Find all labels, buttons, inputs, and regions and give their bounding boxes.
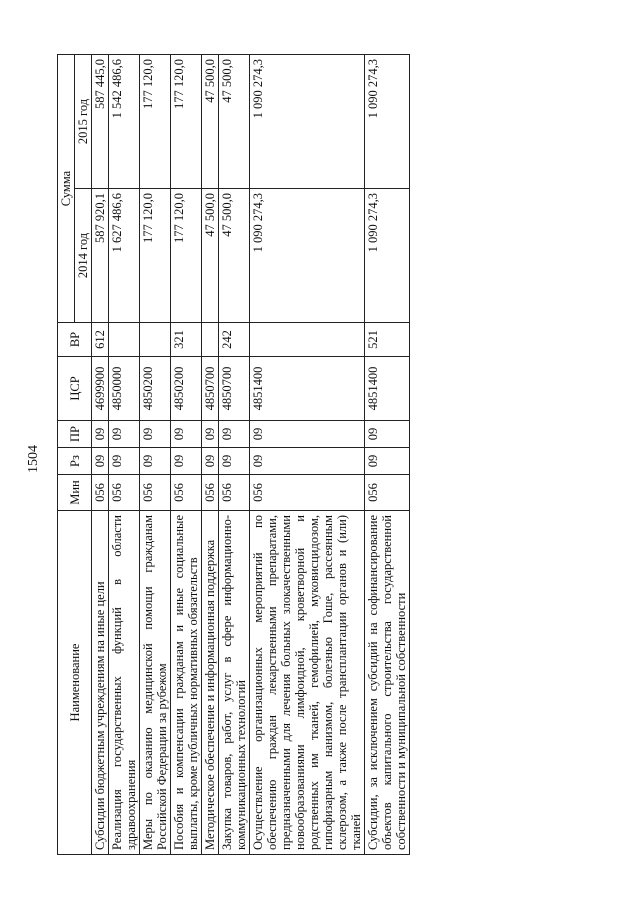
table-row [365,55,410,855]
cell-vr [140,323,171,357]
cell-vr [250,323,365,357]
table-row [219,55,250,855]
cell-name: Пособия и компенсации гражданам и иные социальные выплаты, кроме публичных нормативных обязательств [171,511,202,855]
cell-y2014: 47 500,0 [219,189,250,323]
header-rz: Рз [58,448,92,475]
header-pr: ПР [58,421,92,448]
cell-rz: 09 [92,448,109,475]
cell-name: Меры по оказанию медицинской помощи гражданам Российской Федерации за рубежом [140,511,171,855]
cell-min: 056 [140,475,171,511]
cell-y2015: 177 120,0 [140,55,171,189]
header-year-2015: 2015 год [75,55,92,189]
cell-min: 056 [202,475,219,511]
header-csr: ЦСР [58,357,92,421]
cell-min: 056 [365,475,410,511]
cell-pr: 09 [140,421,171,448]
cell-name: Реализация государственных функций в области здравоохранения [109,511,140,855]
cell-vr [202,323,219,357]
cell-y2015: 47 500,0 [219,55,250,189]
page-number: 1504 [26,445,41,473]
cell-y2015: 587 445,0 [92,55,109,189]
cell-pr: 09 [171,421,202,448]
header-vr: ВР [58,323,92,357]
cell-min: 056 [171,475,202,511]
table-body [92,55,410,855]
budget-table [57,54,410,855]
cell-min: 056 [250,475,365,511]
cell-csr: 4850200 [171,357,202,421]
cell-pr: 09 [92,421,109,448]
cell-rz: 09 [109,448,140,475]
cell-vr [109,323,140,357]
cell-y2014: 177 120,0 [171,189,202,323]
table-row [171,55,202,855]
header-sum: Сумма [58,55,75,323]
cell-name: Осуществление организационных мероприятий по обеспечению граждан лекарственными препаратами, предназначенными для лечения больных злокачественными новообразованиями лимфоидной, кроветворной и родственных им тканей, гемофилией, муковисцидозом, гипофизарным нанизмом, болезнью Гоше, рассеянным склерозом, а также после трансплантации органов и (или) тканей [250,511,365,855]
cell-name: Субсидии, за исключением субсидий на софинансирование объектов капитального строительства государственной собственности и муниципальной собственности [365,511,410,855]
cell-pr: 09 [109,421,140,448]
cell-pr: 09 [202,421,219,448]
cell-csr: 4699900 [92,357,109,421]
rotated-page-content [57,55,613,855]
table-header [58,55,92,855]
cell-min: 056 [109,475,140,511]
cell-rz: 09 [250,448,365,475]
cell-rz: 09 [219,448,250,475]
cell-rz: 09 [140,448,171,475]
cell-name: Закупка товаров, работ, услуг в сфере информационно-коммуникационных технологий [219,511,250,855]
cell-y2014: 1 090 274,3 [250,189,365,323]
cell-csr: 4851400 [365,357,410,421]
table-row [109,55,140,855]
cell-y2015: 1 542 486,6 [109,55,140,189]
table-row [92,55,109,855]
header-name: Наименование [58,511,92,855]
cell-rz: 09 [171,448,202,475]
cell-rz: 09 [365,448,410,475]
cell-y2015: 177 120,0 [171,55,202,189]
cell-y2015: 47 500,0 [202,55,219,189]
cell-vr: 242 [219,323,250,357]
cell-min: 056 [219,475,250,511]
cell-csr: 4850000 [109,357,140,421]
cell-y2014: 1 090 274,3 [365,189,410,323]
header-year-2014: 2014 год [75,189,92,323]
cell-vr: 612 [92,323,109,357]
cell-y2014: 587 920,1 [92,189,109,323]
header-min: Мин [58,475,92,511]
table-row [140,55,171,855]
cell-pr: 09 [219,421,250,448]
cell-name: Субсидии бюджетным учреждениям на иные цели [92,511,109,855]
cell-csr: 4850200 [140,357,171,421]
cell-pr: 09 [365,421,410,448]
cell-y2014: 177 120,0 [140,189,171,323]
cell-y2014: 47 500,0 [202,189,219,323]
cell-csr: 4850700 [202,357,219,421]
cell-pr: 09 [250,421,365,448]
cell-vr: 521 [365,323,410,357]
cell-y2014: 1 627 486,6 [109,189,140,323]
cell-csr: 4851400 [250,357,365,421]
cell-rz: 09 [202,448,219,475]
table-row [250,55,365,855]
table-row [202,55,219,855]
cell-y2015: 1 090 274,3 [250,55,365,189]
cell-name: Методическое обеспечение и информационная поддержка [202,511,219,855]
cell-vr: 321 [171,323,202,357]
cell-csr: 4850700 [219,357,250,421]
cell-min: 056 [92,475,109,511]
cell-y2015: 1 090 274,3 [365,55,410,189]
